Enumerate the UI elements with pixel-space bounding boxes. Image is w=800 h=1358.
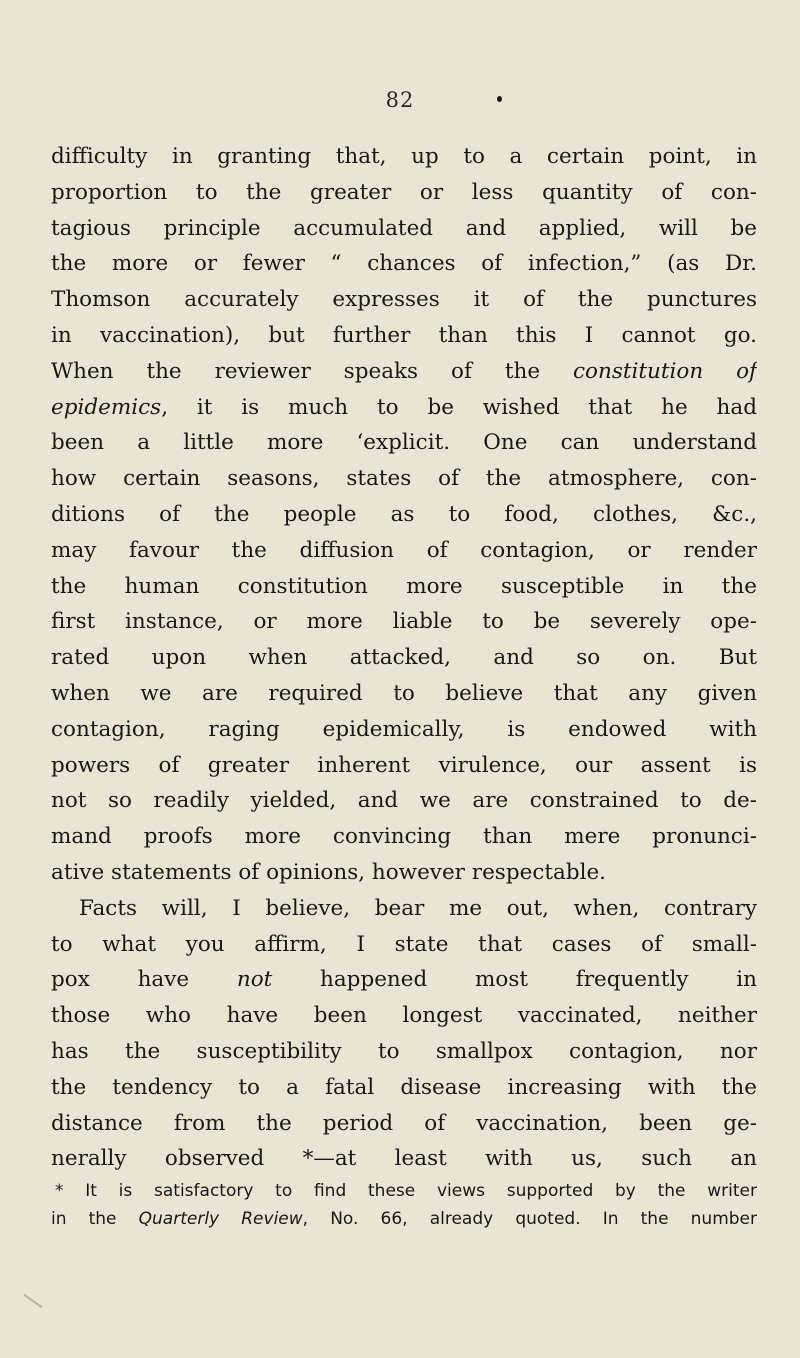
text-line: the human constitution more susceptible in the [51, 573, 757, 599]
text-line: rated upon when attacked, and so on. But [51, 645, 757, 671]
text-line: when we are required to believe that any given [51, 680, 757, 706]
footnote-line: * It is satisfactory to find these views supported by the writer [55, 1181, 757, 1201]
text-line: first instance, or more liable to be severely ope- [51, 609, 757, 635]
text-line: ditions of the people as to food, clothes, &c., [51, 501, 757, 527]
text-line: to what you affirm, I state that cases of small- [51, 931, 757, 957]
text-line: Facts will, I believe, bear me out, when, contrary [79, 895, 757, 921]
text-line: contagion, raging epidemically, is endowed with [51, 716, 757, 742]
text-line: not so readily yielded, and we are constrained to de- [51, 788, 757, 814]
footnote [51, 1177, 757, 1233]
text-line: proportion to the greater or less quantity of con- [51, 179, 757, 205]
text-line: distance from the period of vaccination, been ge- [51, 1110, 757, 1136]
footnote-line: in the Quarterly Review, No. 66, already quoted. In the number [51, 1209, 757, 1229]
text-line: difficulty in granting that, up to a certain point, in [51, 144, 757, 169]
text-line: Thomson accurately expresses it of the punctures [51, 287, 757, 313]
main-text [51, 139, 757, 1177]
text-line: been a little more ‘explicit. One can understand [51, 430, 757, 456]
text-line: has the susceptibility to smallpox contagion, nor [51, 1038, 757, 1064]
page-edge-mark [23, 1294, 42, 1308]
italic-phrase: epidemics [51, 394, 162, 420]
text-line: mand proofs more convincing than mere pronunci- [51, 824, 757, 850]
page-number: 82 [385, 88, 415, 112]
text-line: the more or fewer “ chances of infection,” (as Dr. [51, 251, 757, 277]
text-line: nerally observed *—at least with us, such an [51, 1146, 757, 1172]
text-line: may favour the diffusion of contagion, or render [51, 537, 757, 563]
text-line: ative statements of opinions, however respectable. [51, 859, 607, 885]
text-line: epidemics, it is much to be wished that he had [51, 394, 757, 420]
ink-dot [497, 96, 502, 102]
text-line: the tendency to a fatal disease increasing with the [51, 1074, 757, 1100]
italic-phrase: constitution of [572, 358, 757, 384]
italic-phrase: Quarterly Review [138, 1209, 303, 1229]
text-line: pox have not happened most frequently in [51, 967, 757, 993]
text-line: those who have been longest vaccinated, neither [51, 1003, 757, 1029]
italic-phrase: not [236, 967, 273, 993]
text-line: tagious principle accumulated and applied, will be [51, 215, 757, 241]
text-line: When the reviewer speaks of the constitution of [51, 358, 757, 384]
text-line: in vaccination), but further than this I cannot go. [51, 322, 757, 348]
text-line: powers of greater inherent virulence, our assent is [51, 752, 757, 778]
text-line: how certain seasons, states of the atmosphere, con- [51, 466, 757, 492]
